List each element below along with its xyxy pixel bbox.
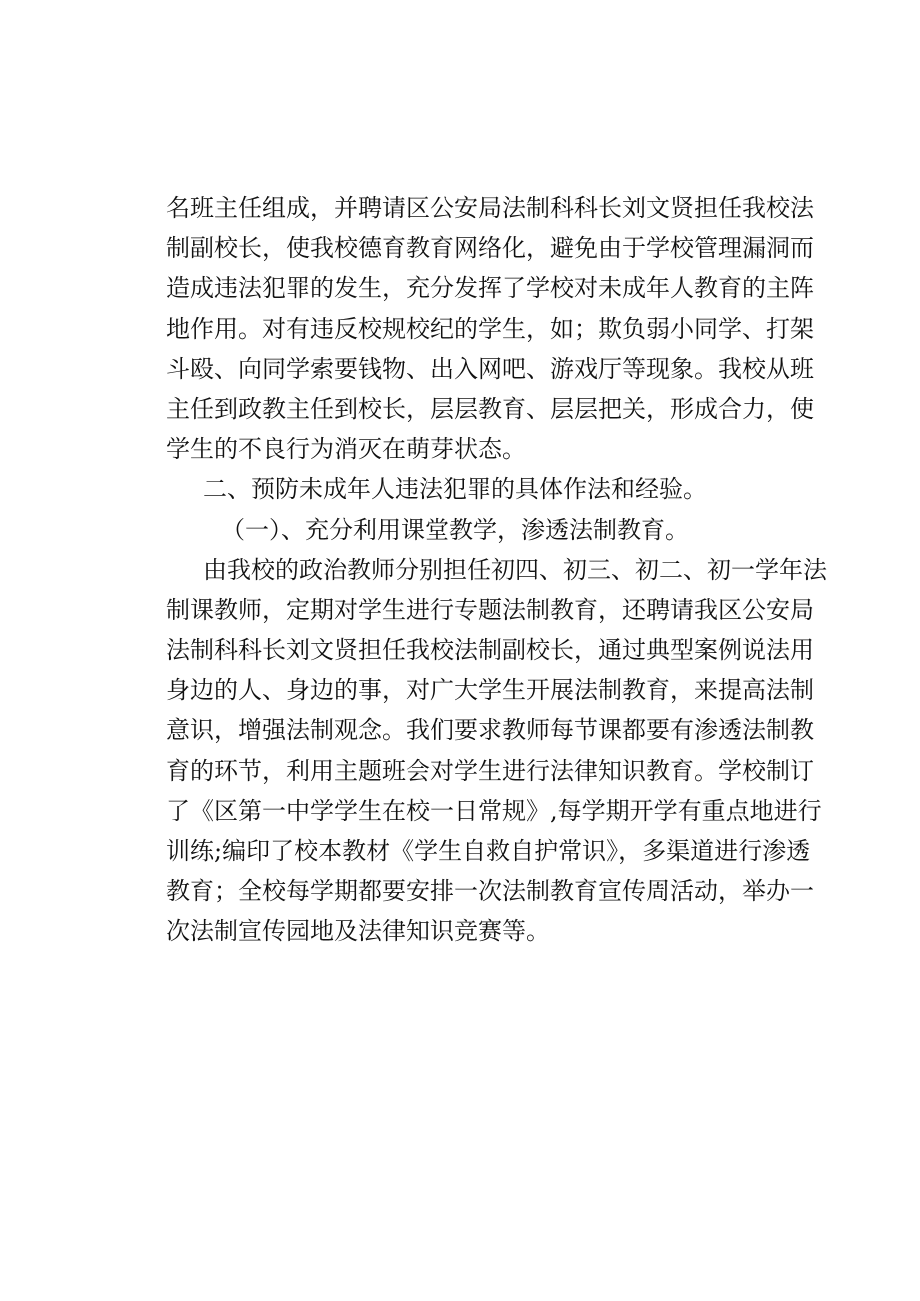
text-line: 制课教师，定期对学生进行专题法制教育，还聘请我区公安局	[166, 595, 814, 624]
heading-line: （一）、充分利用课堂教学，渗透法制教育。	[221, 515, 689, 544]
text-line: 斗殴、向同学索要钱物、出入网吧、游戏厅等现象。我校从班	[166, 354, 814, 383]
text-line: 身边的人、身边的事，对广大学生开展法制教育，来提高法制	[166, 676, 814, 705]
text-line: 意识，增强法制观念。我们要求教师每节课都要有渗透法制教	[166, 716, 814, 745]
text-line: 育的环节，利用主题班会对学生进行法律知识教育。学校制订	[166, 756, 814, 785]
paragraph-1	[166, 188, 814, 469]
paragraph-2	[166, 550, 827, 952]
text-line: 地作用。对有违反校规校纪的学生，如；欺负弱小同学、打架	[166, 314, 814, 343]
section-heading	[166, 469, 758, 509]
heading-line: 二、预防未成年人违法犯罪的具体作法和经验。	[203, 475, 707, 504]
text-line: 法制科科长刘文贤担任我校法制副校长，通过典型案例说法用	[166, 636, 814, 665]
text-line: 学生的不良行为消灭在萌芽状态。	[166, 435, 526, 464]
text-line: 次法制宣传园地及法律知识竞赛等。	[166, 917, 550, 946]
subsection-heading	[166, 510, 758, 550]
document-body	[166, 188, 827, 952]
text-line: 由我校的政治教师分别担任初四、初三、初二、初一学年法	[203, 555, 827, 584]
text-line: 主任到政教主任到校长，层层教育、层层把关，形成合力，使	[166, 394, 814, 423]
text-line: 制副校长，使我校德育教育网络化，避免由于学校管理漏洞而	[166, 234, 814, 263]
text-line: 了《区第一中学学生在校一日常规》,每学期开学有重点地进行	[166, 796, 822, 825]
text-line: 造成违法犯罪的发生，充分发挥了学校对未成年人教育的主阵	[166, 274, 814, 303]
text-line: 训练;编印了校本教材《学生自救自护常识》，多渠道进行渗透	[166, 837, 811, 865]
text-line: 名班主任组成，并聘请区公安局法制科科长刘文贤担任我校法	[166, 194, 814, 222]
text-line: 教育；全校每学期都要安排一次法制教育宣传周活动，举办一	[166, 877, 814, 906]
